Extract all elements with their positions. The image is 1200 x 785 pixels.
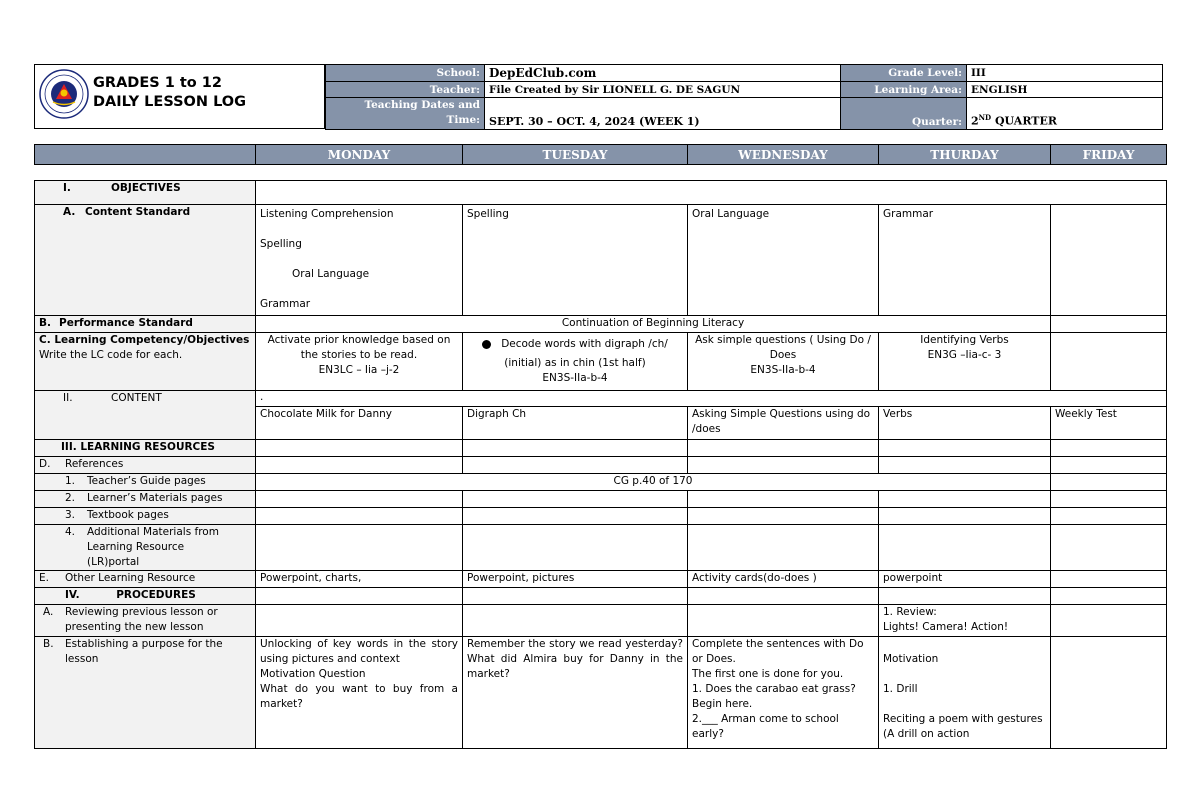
tg-num: 1. xyxy=(65,475,76,487)
header-info-table xyxy=(325,64,1163,130)
grade-level-value: III xyxy=(967,65,1163,82)
rev-mon xyxy=(256,605,463,637)
header-logo-box xyxy=(34,64,325,129)
lesson-log-table xyxy=(34,180,1167,749)
textbook-heading xyxy=(35,508,256,525)
lr-mon xyxy=(256,440,463,457)
objectives-label: OBJECTIVES xyxy=(111,182,181,194)
other-label: Other Learning Resource xyxy=(65,572,196,584)
learning-area-label: Learning Area: xyxy=(841,82,967,98)
competency-heading xyxy=(35,333,256,391)
other-letter: E. xyxy=(39,572,49,584)
content-standard-thu: Grammar xyxy=(879,205,1051,316)
other-resource-heading xyxy=(35,571,256,588)
tb-mon xyxy=(256,508,463,525)
tg-fri xyxy=(1051,474,1167,491)
title-line-1: GRADES 1 to 12 xyxy=(93,75,222,91)
teachers-guide-heading xyxy=(35,474,256,491)
day-header-blank xyxy=(35,145,256,165)
content-mon: Chocolate Milk for Danny xyxy=(256,407,463,440)
tb-wed xyxy=(688,508,879,525)
rev-tue xyxy=(463,605,688,637)
lm-thu xyxy=(879,491,1051,508)
quarter-label: Quarter: xyxy=(841,98,967,130)
competency-label: C. Learning Competency/Objectives xyxy=(39,334,250,346)
procedures-heading: IV. PROCEDURES xyxy=(35,588,256,605)
row-content-standard xyxy=(35,205,1167,316)
content-tue: Digraph Ch xyxy=(463,407,688,440)
content-dot: . xyxy=(256,391,1167,407)
proc-thu xyxy=(879,588,1051,605)
other-mon: Powerpoint, charts, xyxy=(256,571,463,588)
purpose-mon-line-1: Unlocking of key words in the story using pictures and context xyxy=(260,638,458,665)
quarter-suffix: ND xyxy=(978,113,992,123)
content-standard-tue: Spelling xyxy=(463,205,688,316)
comp-thu-line-2: EN3G –Iia-c- 3 xyxy=(927,349,1002,361)
content-standard-label: Content Standard xyxy=(85,206,191,218)
quarter-text: QUARTER xyxy=(991,115,1057,128)
comp-mon-line-2: the stories to be read. xyxy=(300,349,418,361)
other-wed: Activity cards(do-does ) xyxy=(688,571,879,588)
purpose-thu-line-3: Reciting a poem with gestures (A drill on action xyxy=(883,713,1043,740)
comp-tue-line-2: (initial) as in chin (1st half) xyxy=(504,357,646,369)
objectives-num: I. xyxy=(63,182,71,194)
tb-thu xyxy=(879,508,1051,525)
competency-sublabel: Write the LC code for each. xyxy=(39,349,183,361)
lr-thu xyxy=(879,440,1051,457)
row-reviewing xyxy=(35,605,1167,637)
content-standard-fri xyxy=(1051,205,1167,316)
teachers-guide-value: CG p.40 of 170 xyxy=(256,474,1051,491)
objectives-heading xyxy=(35,181,256,205)
purpose-mon-line-2: Motivation Question xyxy=(260,668,366,680)
proc-tue xyxy=(463,588,688,605)
am-tue xyxy=(463,525,688,571)
day-tuesday: TUESDAY xyxy=(463,145,688,165)
performance-standard-label: Performance Standard xyxy=(59,317,193,329)
day-thursday: THURDAY xyxy=(879,145,1051,165)
row-purpose xyxy=(35,637,1167,749)
row-objectives xyxy=(35,181,1167,205)
tb-num: 3. xyxy=(65,509,76,521)
other-tue: Powerpoint, pictures xyxy=(463,571,688,588)
purpose-heading xyxy=(35,637,256,749)
am-fri xyxy=(1051,525,1167,571)
quarter-value xyxy=(967,98,1163,130)
ref-tue xyxy=(463,457,688,474)
reviewing-label: Reviewing previous lesson or presenting the new lesson xyxy=(65,606,218,633)
content-wed: Asking Simple Questions using do /does xyxy=(688,407,879,440)
cs-mon-line-4: Grammar xyxy=(260,298,311,310)
comp-mon-line-3: EN3LC – Iia –j-2 xyxy=(318,364,400,376)
lr-fri xyxy=(1051,440,1167,457)
tg-label: Teacher’s Guide pages xyxy=(87,475,206,487)
purpose-label: Establishing a purpose for the lesson xyxy=(65,638,223,665)
row-other-resource xyxy=(35,571,1167,588)
learners-materials-heading xyxy=(35,491,256,508)
content-heading xyxy=(35,391,256,440)
lm-num: 2. xyxy=(65,492,76,504)
purpose-wed-line-1: Complete the sentences with Do or Does. xyxy=(692,638,864,665)
row-textbook xyxy=(35,508,1167,525)
ref-fri xyxy=(1051,457,1167,474)
day-friday: FRIDAY xyxy=(1051,145,1167,165)
day-header-table xyxy=(34,144,1167,165)
ref-thu xyxy=(879,457,1051,474)
comp-wed-line-1: Ask simple questions ( Using Do / xyxy=(695,334,871,346)
rev-thu-line-1: 1. Review: xyxy=(883,606,937,618)
purpose-mon xyxy=(256,637,463,749)
tb-tue xyxy=(463,508,688,525)
proc-mon xyxy=(256,588,463,605)
purpose-thu xyxy=(879,637,1051,749)
content-standard-mon xyxy=(256,205,463,316)
content-standard-num: A. xyxy=(63,206,76,218)
rev-thu xyxy=(879,605,1051,637)
content-label: CONTENT xyxy=(111,392,162,404)
am-label: Additional Materials from Learning Resource (LR)portal xyxy=(87,526,219,568)
ref-mon xyxy=(256,457,463,474)
purpose-wed-line-2: The first one is done for you. xyxy=(692,668,844,680)
competency-fri xyxy=(1051,333,1167,391)
additional-materials-heading xyxy=(35,525,256,571)
comp-thu-line-1: Identifying Verbs xyxy=(920,334,1009,346)
other-fri xyxy=(1051,571,1167,588)
references-letter: D. xyxy=(39,458,51,470)
row-references xyxy=(35,457,1167,474)
teaching-dates-value: SEPT. 30 – OCT. 4, 2024 (WEEK 1) xyxy=(485,98,841,130)
title-line-2: DAILY LESSON LOG xyxy=(93,94,247,110)
am-thu xyxy=(879,525,1051,571)
purpose-tue: Remember the story we read yesterday? What did Almira buy for Danny in the market? xyxy=(463,637,688,749)
day-wednesday: WEDNESDAY xyxy=(688,145,879,165)
teaching-dates-label xyxy=(326,98,485,130)
am-mon xyxy=(256,525,463,571)
performance-standard-heading xyxy=(35,316,256,333)
proc-wed xyxy=(688,588,879,605)
comp-wed-line-3: EN3S-IIa-b-4 xyxy=(750,364,816,376)
am-wed xyxy=(688,525,879,571)
purpose-fri xyxy=(1051,637,1167,749)
proc-fri xyxy=(1051,588,1167,605)
competency-thu xyxy=(879,333,1051,391)
lr-tue xyxy=(463,440,688,457)
am-num: 4. xyxy=(65,526,76,538)
lm-wed xyxy=(688,491,879,508)
ref-wed xyxy=(688,457,879,474)
learning-area-value: ENGLISH xyxy=(967,82,1163,98)
row-procedures xyxy=(35,588,1167,605)
purpose-wed-line-3: 1. Does the carabao eat grass? Begin here. xyxy=(692,683,856,710)
objectives-blank xyxy=(256,181,1167,205)
content-num: II. xyxy=(63,392,73,404)
lm-mon xyxy=(256,491,463,508)
reviewing-letter: A. xyxy=(43,606,54,618)
row-teachers-guide xyxy=(35,474,1167,491)
purpose-thu-line-2: 1. Drill xyxy=(883,683,918,695)
purpose-letter: B. xyxy=(43,638,54,650)
comp-tue-line-3: EN3S-IIa-b-4 xyxy=(542,372,608,384)
content-thu: Verbs xyxy=(879,407,1051,440)
school-value: DepEdClub.com xyxy=(485,65,841,82)
bullet-icon xyxy=(482,340,491,349)
purpose-thu-line-1: Motivation xyxy=(883,653,939,665)
row-content-heading xyxy=(35,391,1167,407)
teaching-dates-label-line1: Teaching Dates and xyxy=(364,99,480,111)
references-label: References xyxy=(65,458,124,470)
teaching-dates-label-line2: Time: xyxy=(446,113,480,126)
purpose-wed xyxy=(688,637,879,749)
rev-wed xyxy=(688,605,879,637)
performance-standard-value: Continuation of Beginning Literacy xyxy=(256,316,1051,333)
references-heading xyxy=(35,457,256,474)
lm-fri xyxy=(1051,491,1167,508)
lm-tue xyxy=(463,491,688,508)
learning-resources-heading: III. LEARNING RESOURCES xyxy=(35,440,256,457)
cs-mon-line-3: Oral Language xyxy=(292,268,370,280)
day-monday: MONDAY xyxy=(256,145,463,165)
lr-wed xyxy=(688,440,879,457)
page-title xyxy=(93,74,246,112)
performance-standard-fri xyxy=(1051,316,1167,333)
teacher-value: File Created by Sir LIONELL G. DE SAGUN xyxy=(485,82,841,98)
row-learners-materials xyxy=(35,491,1167,508)
purpose-mon-line-3: What do you want to buy from a market? xyxy=(260,683,458,710)
content-fri: Weekly Test xyxy=(1051,407,1167,440)
tb-fri xyxy=(1051,508,1167,525)
teacher-label: Teacher: xyxy=(326,82,485,98)
reviewing-heading xyxy=(35,605,256,637)
grade-level-label: Grade Level: xyxy=(841,65,967,82)
tb-label: Textbook pages xyxy=(87,509,169,521)
performance-standard-num: B. xyxy=(39,317,51,329)
comp-wed-line-2: Does xyxy=(769,349,797,361)
row-performance-standard xyxy=(35,316,1167,333)
row-competency xyxy=(35,333,1167,391)
competency-mon xyxy=(256,333,463,391)
comp-mon-line-1: Activate prior knowledge based on xyxy=(267,334,451,346)
content-standard-wed: Oral Language xyxy=(688,205,879,316)
quarter-number: 2 xyxy=(971,115,979,128)
content-standard-heading xyxy=(35,205,256,316)
row-additional-materials xyxy=(35,525,1167,571)
deped-seal-icon xyxy=(39,69,89,119)
competency-wed xyxy=(688,333,879,391)
school-label: School: xyxy=(326,65,485,82)
row-learning-resources xyxy=(35,440,1167,457)
cs-mon-line-1: Listening Comprehension xyxy=(260,208,394,220)
rev-thu-line-2: Lights! Camera! Action! xyxy=(883,621,1009,633)
other-thu: powerpoint xyxy=(879,571,1051,588)
comp-tue-line-1: Decode words with digraph /ch/ xyxy=(501,338,668,350)
rev-fri xyxy=(1051,605,1167,637)
purpose-wed-line-4: 2.___ Arman come to school early? xyxy=(692,713,839,740)
competency-tue xyxy=(463,333,688,391)
cs-mon-line-2: Spelling xyxy=(260,238,302,250)
lm-label: Learner’s Materials pages xyxy=(87,492,223,504)
